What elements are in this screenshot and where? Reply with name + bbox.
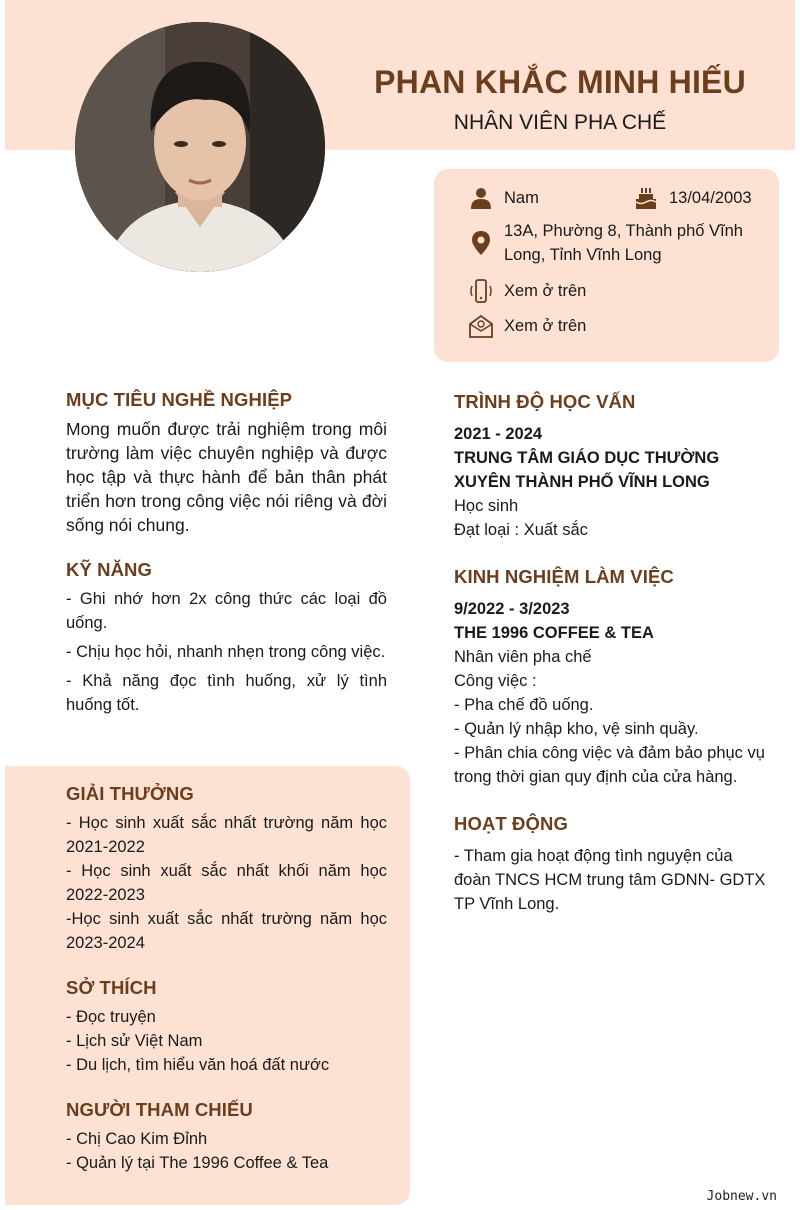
phone-value: Xem ở trên (504, 282, 587, 300)
list-item: - Chịu học hỏi, nhanh nhẹn trong công việc. (66, 643, 386, 661)
email-icon (468, 313, 494, 339)
birthday-cake-icon (633, 185, 659, 211)
location-pin-icon (468, 230, 494, 256)
skills-title: KỸ NĂNG (66, 559, 153, 580)
experience-position: Nhân viên pha chế (454, 648, 592, 666)
education-grade: Đạt loại : Xuất sắc (454, 521, 588, 539)
list-item: - Quản lý nhập kho, vệ sinh quầy. (454, 720, 699, 738)
address-row (468, 219, 769, 267)
phone-icon (468, 278, 494, 304)
hobbies-title: SỞ THÍCH (66, 977, 157, 998)
objective-title: MỤC TIÊU NGHỀ NGHIỆP (66, 389, 293, 410)
awards-list (66, 811, 387, 955)
experience-company: THE 1996 COFFEE & TEA (454, 624, 654, 642)
email-row (468, 313, 586, 339)
activities-title: HOẠT ĐỘNG (454, 813, 568, 834)
gender-value: Nam (504, 189, 539, 207)
references-title: NGƯỜI THAM CHIẾU (66, 1099, 253, 1120)
list-item: - Du lịch, tìm hiểu văn hoá đất nước (66, 1056, 330, 1074)
contact-panel (434, 169, 779, 362)
experience-tasks-label: Công việc : (454, 672, 537, 690)
site-watermark: Jobnew.vn (706, 1189, 777, 1204)
objective-text: Mong muốn được trải nghiệm trong môi trường làm việc chuyên nghiệp và được học tập và thực hành để bản thân phát triển hơn trong công việc nói riêng và đời sống nói chung. (66, 419, 387, 535)
address-value: 13A, Phường 8, Thành phố Vĩnh Long, Tỉnh Vĩnh Long (504, 222, 743, 264)
list-item: - Khả năng đọc tình huống, xử lý tình huống tốt. (66, 672, 387, 714)
list-item: - Ghi nhớ hơn 2x công thức các loại đồ uống. (66, 590, 387, 632)
hobbies-list (66, 1005, 387, 1077)
list-item: - Chị Cao Kim Đỉnh (66, 1130, 208, 1148)
candidate-name: PHAN KHẮC MINH HIẾU (374, 64, 746, 100)
profile-photo (75, 22, 325, 272)
skills-list (66, 587, 387, 722)
experience-entry (454, 597, 774, 789)
references-list (66, 1127, 387, 1175)
education-entry (454, 422, 774, 542)
email-value: Xem ở trên (504, 317, 587, 335)
list-item: - Đọc truyện (66, 1008, 156, 1026)
list-item: - Phân chia công việc và đảm bảo phục vụ trong thời gian quy định của cửa hàng. (454, 744, 765, 786)
education-period: 2021 - 2024 (454, 425, 543, 443)
list-item: - Pha chế đồ uống. (454, 696, 594, 714)
list-item: - Quản lý tại The 1996 Coffee & Tea (66, 1154, 329, 1172)
experience-period: 9/2022 - 3/2023 (454, 600, 570, 618)
education-role: Học sinh (454, 497, 519, 515)
education-title: TRÌNH ĐỘ HỌC VẤN (454, 391, 636, 412)
activities-text: - Tham gia hoạt động tình nguyện của đoàn TNCS HCM trung tâm GDNN- GDTX TP Vĩnh Long. (454, 847, 766, 913)
phone-row (468, 278, 586, 304)
list-item: - Học sinh xuất sắc nhất trường năm học 2021-2022 (66, 814, 387, 856)
user-icon (468, 185, 494, 211)
birthdate-value: 13/04/2003 (669, 189, 752, 207)
birthdate-row (633, 185, 752, 211)
list-item: - Lịch sử Việt Nam (66, 1032, 203, 1050)
awards-title: GIẢI THƯỞNG (66, 783, 194, 804)
list-item: - Học sinh xuất sắc nhất khối năm học 2022-2023 (66, 862, 387, 904)
gender-row (468, 185, 539, 211)
job-title: NHÂN VIÊN PHA CHẾ (453, 111, 667, 134)
experience-title: KINH NGHIỆM LÀM VIỆC (454, 566, 674, 587)
list-item: -Học sinh xuất sắc nhất trường năm học 2023-2024 (66, 910, 387, 952)
education-school: TRUNG TÂM GIÁO DỤC THƯỜNG XUYÊN THÀNH PHỐ VĨNH LONG (454, 449, 720, 491)
